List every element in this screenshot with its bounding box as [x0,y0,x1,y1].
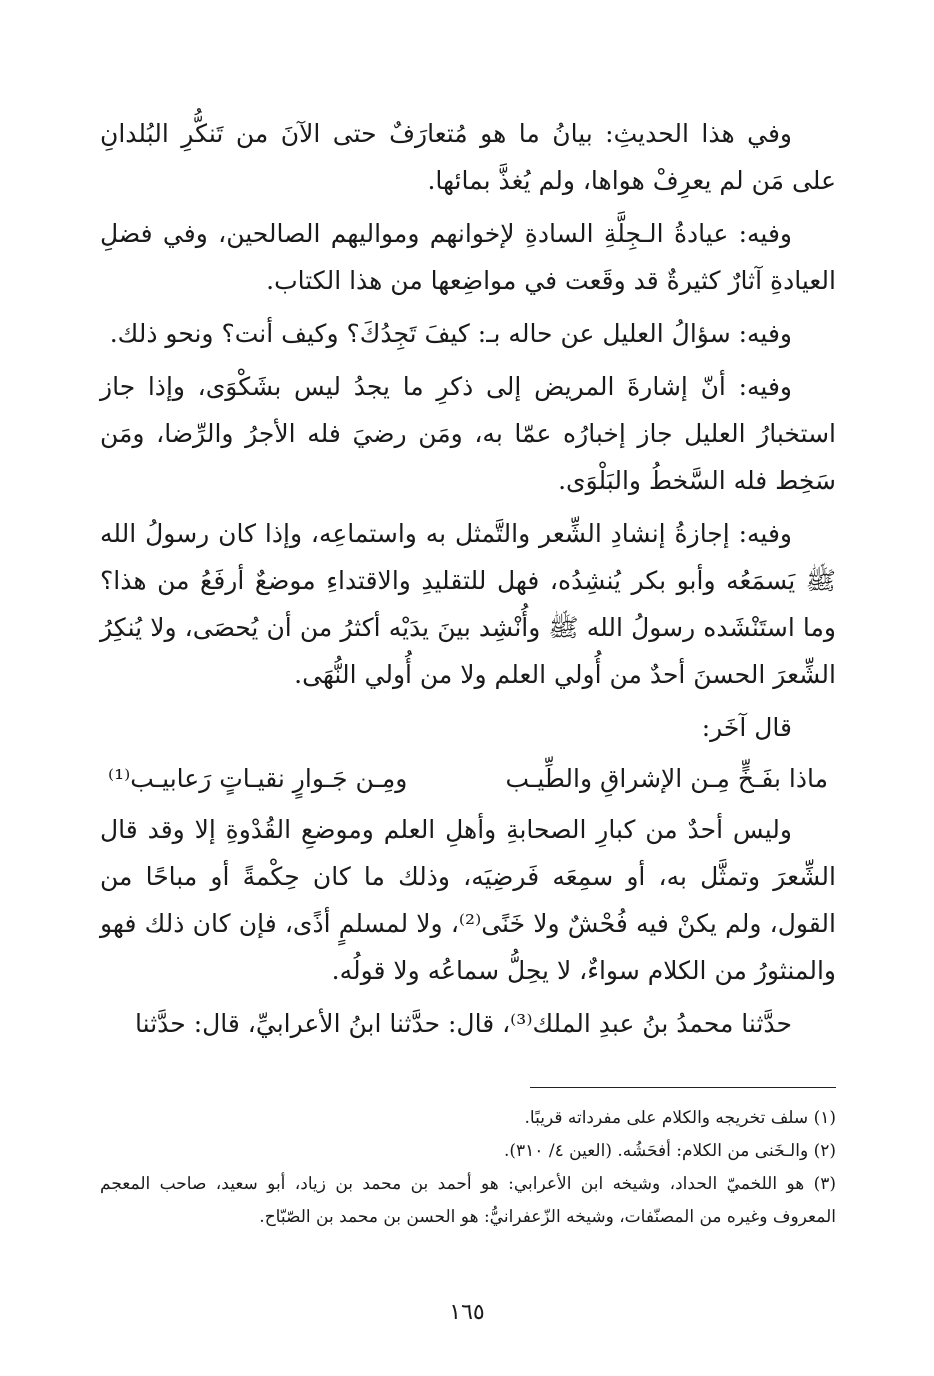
footnote-1: (١) سلف تخريجه والكلام على مفرداته قريبًا. [524,1108,836,1128]
paragraph-city-estrangement: وفي هذا الحديثِ: بيانُ ما هو مُتعارَفٌ حتى الآنَ من تَنكُّرِ البُلدانِ على مَن لم يعرِفْ هواها، ولم يُغذَّ بمائها. [100,119,836,195]
paragraph-companions-poetry: وليس أحدٌ من كبارِ الصحابةِ وأهلِ العلم وموضعِ القُدْوةِ إلا وقد قال الشِّعرَ وتمثَّل به، أو سمِعَه فَرضِيَه، وذلك ما كان حِكْمةً أو مباحًا من القول، ولم يكنْ فيه فُحْشٌ ولا خَنًى⁽²⁾، ولا لمسلمٍ أذًى، فإن كان ذلك فهو والمنثورُ من الكلام سواءٌ، لا يحِلُّ سماعُه ولا قولُه. [100,815,836,985]
paragraph-poetry-permission: وفيه: إجازةُ إنشادِ الشِّعر والتَّمثل به واستماعِه، وإذا كان رسولُ الله ﷺ يَسمَعُه وأبو بكر يُنشِدُه، فهل للتقليدِ والاقتداءِ موضعٌ أرفَعُ من هذا؟ وما استَنْشَده رسولُ الله ﷺ وأُنْشِد بينَ يدَيْه أكثرُ من أن يُحصَى، ولا يُنكِرُ الشِّعرَ الحسنَ أحدٌ من أُولي العلم ولا من أُولي النُّهَى. [100,519,837,689]
paragraph-isnad-start: حدَّثنا محمدُ بنُ عبدِ الملك⁽³⁾، قال: حدَّثنا ابنُ الأعرابيِّ، قال: حدَّثنا [135,1009,792,1038]
verse-second-hemistich: ومِـن جَـوارٍ نقيـاتٍ رَعابيـب⁽¹⁾ [108,764,408,793]
verse-first-hemistich: ماذا بفَـخٍّ مِـن الإشراقِ والطِّيـب [505,764,828,793]
paragraph-asking-patient: وفيه: سؤالُ العليل عن حاله بـ: كيفَ تَجِدُكَ؟ وكيف أنت؟ ونحو ذلك. [109,319,792,348]
page-number: ١٦٥ [449,1300,485,1325]
footnote-3: (٣) هو اللخميّ الحداد، وشيخه ابن الأعرابي: هو أحمد بن محمد بن زياد، أبو سعيد، صاحب المعجم المعروف وغيره من المصنّفات، وشيخه الزّعفرانيُّ: هو الحسن بن محمد بن الصّبّاح. [100,1174,836,1227]
verse-intro: قال آخَر: [701,713,792,742]
footnote-2: (٢) والـخَنى من الكلام: أفحَشُه. (العين ٤/ ٣١٠). [504,1141,836,1161]
paragraph-visiting-sick: وفيه: عيادةُ الـجِلَّةِ السادةِ لإخوانهم ومواليهم الصالحين، وفي فضلِ العيادةِ آثارٌ كثيرةٌ قد وقَعت في مواضِعها من هذا الكتاب. [100,219,836,295]
footnote-separator [530,1087,836,1088]
paragraph-patient-complaint: وفيه: أنّ إشارةَ المريض إلى ذكرِ ما يجدُ ليس بشَكْوَى، وإذا جاز استخبارُ العليل جاز إخبارُه عمّا به، ومَن رضيَ فله الأجرُ والرِّضا، ومَن سَخِط فله السَّخطُ والبَلْوَى. [100,372,836,495]
poem-verse [108,755,828,802]
page-body [100,110,836,1350]
